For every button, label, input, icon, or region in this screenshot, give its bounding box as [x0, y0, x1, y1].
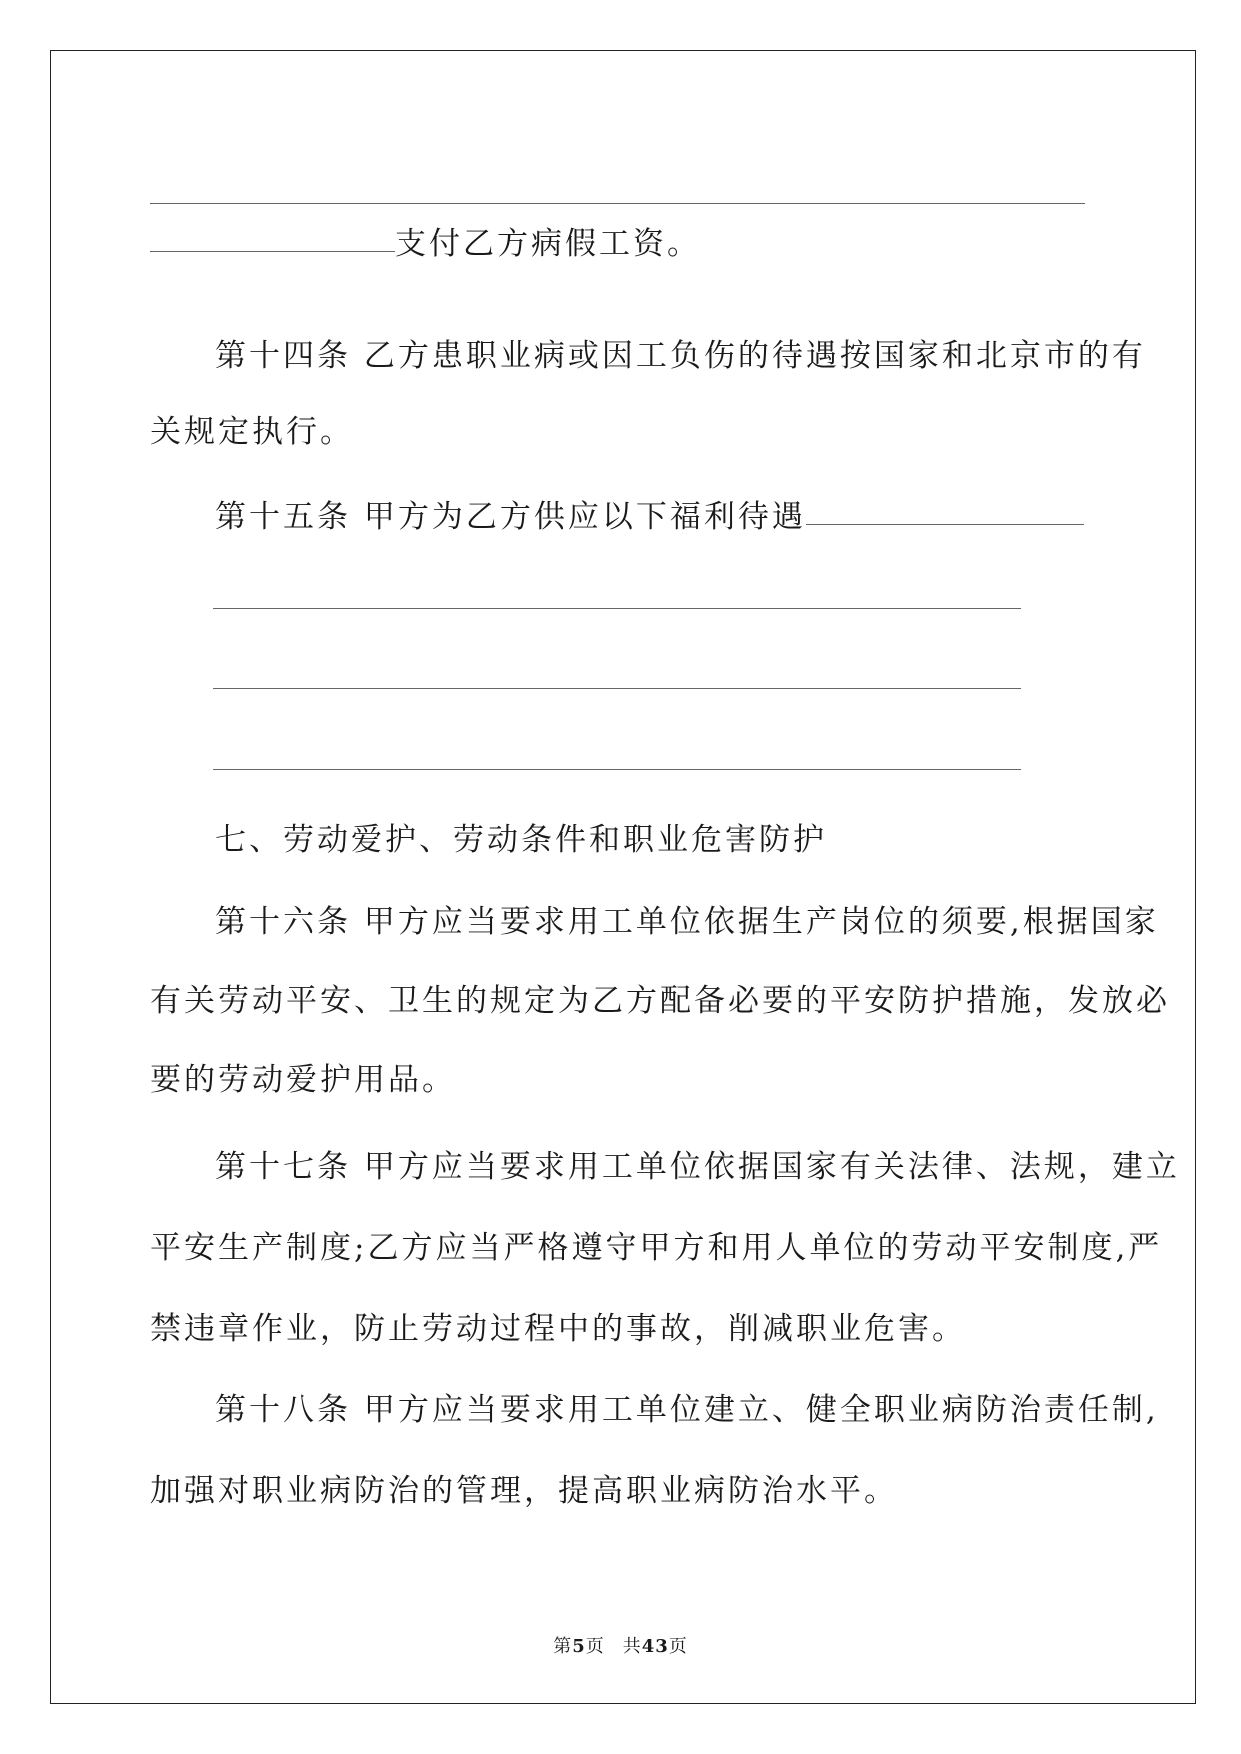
section-7-heading: 七、劳动爱护、劳动条件和职业危害防护: [215, 822, 827, 858]
article-15-line-1: [215, 497, 1084, 537]
page-border: [50, 50, 1196, 1704]
blank-line-top: [150, 203, 1085, 204]
article-14-line-1: 第十四条 乙方患职业病或因工负伤的待遇按国家和北京市的有: [215, 338, 1146, 374]
article-16-line-1: 第十六条 甲方应当要求用工单位依据生产岗位的须要,根据国家: [215, 904, 1159, 940]
total-suffix: 页: [668, 1636, 688, 1657]
article-17-line-1: 第十七条 甲方应当要求用工单位依据国家有关法律、法规，建立: [215, 1149, 1180, 1185]
page-prefix: 第: [553, 1636, 573, 1657]
article-17-line-2: 平安生产制度;乙方应当严格遵守甲方和用人单位的劳动平安制度,严: [150, 1230, 1163, 1266]
blank-line-benefits-3: [213, 769, 1021, 770]
article-16-line-3: 要的劳动爱护用品。: [150, 1062, 456, 1098]
article-17-line-3: 禁违章作业，防止劳动过程中的事故，削减职业危害。: [150, 1311, 966, 1347]
article-18-line-1: 第十八条 甲方应当要求用工单位建立、健全职业病防治责任制,: [215, 1392, 1159, 1428]
sick-pay-text: 支付乙方病假工资。: [395, 226, 701, 262]
page-current: 5: [572, 1636, 586, 1657]
article-15-text: 第十五条 甲方为乙方供应以下福利待遇: [215, 499, 806, 535]
article-16-line-2: 有关劳动平安、卫生的规定为乙方配备必要的平安防护措施，发放必: [150, 983, 1170, 1019]
fill-in-blank: [806, 523, 1084, 525]
article-18-line-2: 加强对职业病防治的管理，提高职业病防治水平。: [150, 1473, 898, 1509]
page-footer: [0, 1632, 1241, 1658]
article-14-line-2: 关规定执行。: [150, 414, 354, 450]
fill-in-blank: [150, 250, 395, 252]
paragraph-sick-pay: [150, 224, 701, 264]
page-total: 43: [641, 1636, 669, 1657]
blank-line-benefits-2: [213, 688, 1021, 689]
total-prefix: 共: [622, 1636, 642, 1657]
page-mid: 页: [585, 1636, 605, 1657]
blank-line-benefits-1: [213, 608, 1021, 609]
